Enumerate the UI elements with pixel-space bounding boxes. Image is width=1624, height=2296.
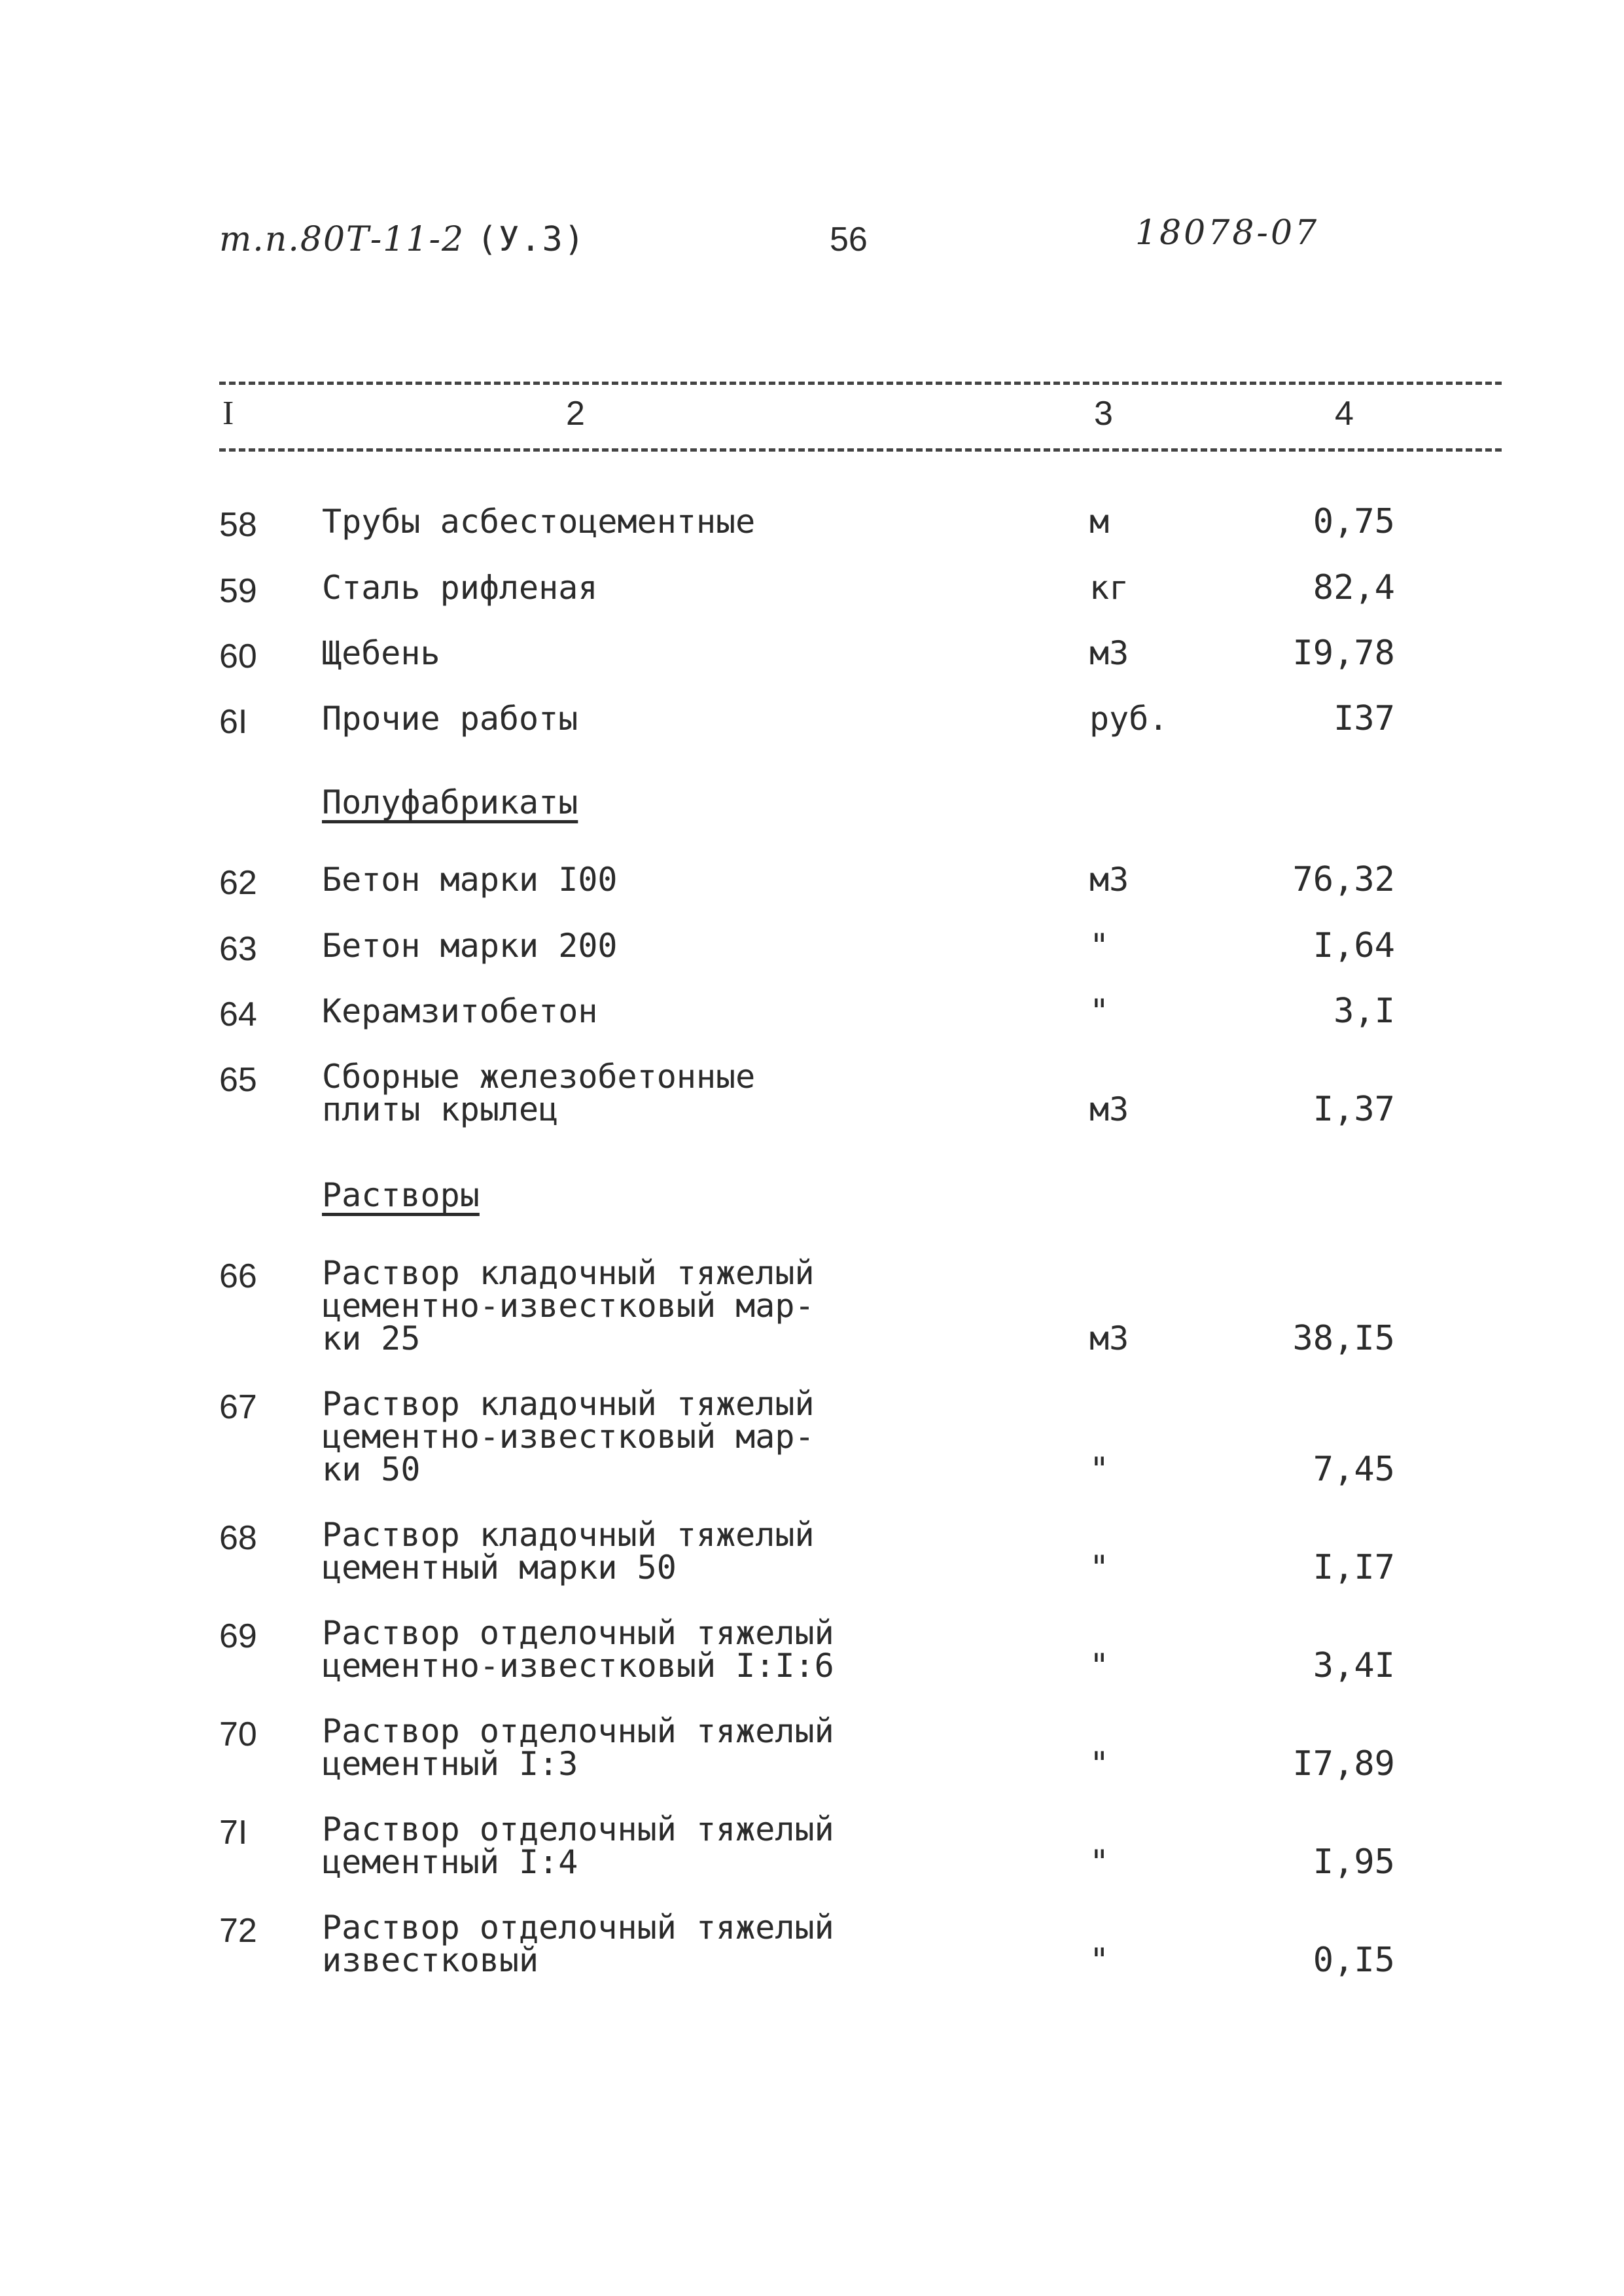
unit: м3 xyxy=(1089,861,1129,899)
quantity-value: I9,78 xyxy=(1292,634,1395,673)
row-number: 69 xyxy=(219,1617,257,1655)
quantity-value: 3,4I xyxy=(1313,1646,1395,1685)
unit: м3 xyxy=(1089,1319,1129,1357)
page-number: 56 xyxy=(830,221,868,259)
item-name: Раствор кладочный тяжелый цементный марки 50 xyxy=(322,1516,815,1587)
row-number: 63 xyxy=(219,930,257,968)
quantity-value: 0,I5 xyxy=(1313,1941,1395,1980)
item-name: Раствор отделочный тяжелый цементный I:3 xyxy=(322,1712,834,1783)
item-name: Раствор отделочный тяжелый цементный I:4 xyxy=(322,1810,834,1881)
row-number: 68 xyxy=(219,1519,257,1557)
row-number: 70 xyxy=(219,1715,257,1753)
item-name: Бетон марки I00 xyxy=(322,861,618,899)
row-number: 65 xyxy=(219,1061,257,1099)
item-name: Раствор кладочный тяжелый цементно-известковый мар- ки 50 xyxy=(322,1385,815,1488)
unit: м3 xyxy=(1089,1090,1129,1128)
row-number: 66 xyxy=(219,1257,257,1295)
quantity-value: 82,4 xyxy=(1313,568,1395,607)
row-number: 60 xyxy=(219,637,257,675)
unit: " xyxy=(1089,1843,1110,1881)
quantity-value: 0,75 xyxy=(1313,502,1395,541)
unit: " xyxy=(1089,1647,1110,1685)
item-name: Щебень xyxy=(322,634,440,672)
unit: руб. xyxy=(1089,700,1169,738)
column-header-2: 2 xyxy=(566,395,585,433)
document-code-typed: (У.3) xyxy=(476,220,586,259)
item-name: Раствор кладочный тяжелый цементно-известковый мар- ки 25 xyxy=(322,1254,815,1357)
quantity-value: 7,45 xyxy=(1313,1450,1395,1489)
unit: " xyxy=(1089,1549,1110,1587)
unit: " xyxy=(1089,927,1110,965)
document-code-handwritten: т.п.80Т-11-2 xyxy=(219,220,465,259)
row-number: 59 xyxy=(219,572,257,610)
unit: " xyxy=(1089,992,1110,1030)
column-header-3: 3 xyxy=(1094,395,1113,433)
document-number: 18078-07 xyxy=(1135,213,1320,253)
quantity-value: 76,32 xyxy=(1292,860,1395,899)
quantity-value: I,37 xyxy=(1313,1090,1395,1129)
unit: " xyxy=(1089,1450,1110,1488)
item-name: Трубы асбестоцементные xyxy=(322,503,756,541)
row-number: 58 xyxy=(219,506,257,544)
unit: " xyxy=(1089,1941,1110,1979)
item-name: Прочие работы xyxy=(322,700,578,738)
item-name: Керамзитобетон xyxy=(322,992,598,1030)
quantity-value: I,64 xyxy=(1313,926,1395,965)
row-number: 64 xyxy=(219,996,257,1033)
item-name: Бетон марки 200 xyxy=(322,927,618,965)
item-name: Сборные железобетонные плиты крылец xyxy=(322,1058,756,1128)
quantity-value: I,I7 xyxy=(1313,1548,1395,1587)
column-header-4: 4 xyxy=(1335,395,1354,433)
unit: кг xyxy=(1089,569,1129,607)
row-number: 6I xyxy=(219,703,248,741)
unit: м xyxy=(1089,503,1110,541)
item-name: Раствор отделочный тяжелый цементно-известковый I:I:6 xyxy=(322,1614,834,1685)
quantity-value: 38,I5 xyxy=(1292,1319,1395,1358)
item-name: Сталь рифленая xyxy=(322,569,598,607)
row-number: 72 xyxy=(219,1912,257,1950)
quantity-value: I7,89 xyxy=(1292,1744,1395,1784)
quantity-value: I37 xyxy=(1333,699,1395,738)
item-name: Раствор отделочный тяжелый известковый xyxy=(322,1909,834,1979)
row-number: 7I xyxy=(219,1814,248,1852)
unit: " xyxy=(1089,1745,1110,1783)
unit: м3 xyxy=(1089,634,1129,672)
quantity-value: 3,I xyxy=(1333,992,1395,1031)
section-heading: Полуфабрикаты xyxy=(322,783,578,821)
column-header-1: I xyxy=(222,395,234,432)
section-heading: Растворы xyxy=(322,1176,480,1214)
row-number: 67 xyxy=(219,1388,257,1426)
row-number: 62 xyxy=(219,864,257,902)
quantity-value: I,95 xyxy=(1313,1842,1395,1882)
